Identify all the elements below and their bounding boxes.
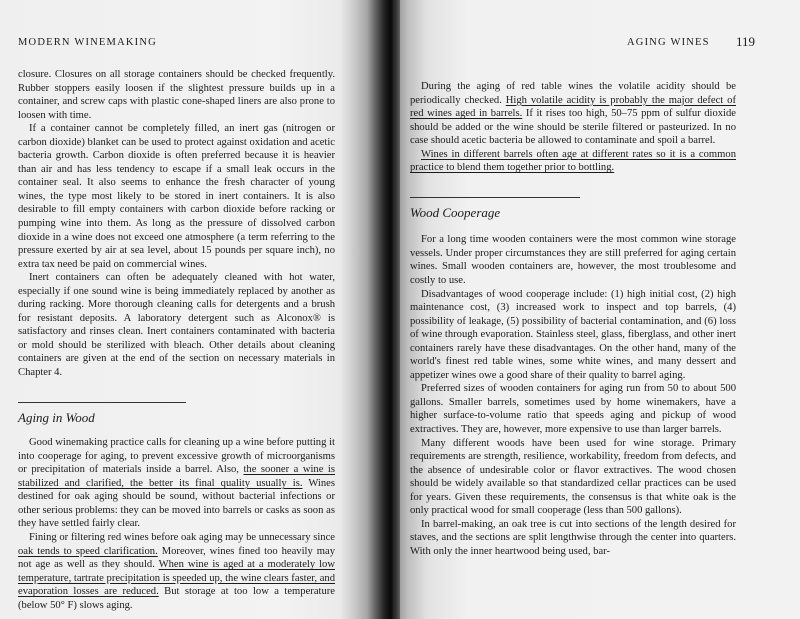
right-page <box>395 0 800 619</box>
text-run: Fining or filtering red wines before oak aging may be unnecessary since <box>29 531 335 543</box>
paragraph <box>18 436 335 531</box>
paragraph: Disadvantages of wood cooperage include: (1) high initial cost, (2) high maintenance cost, (3) increased work to inspect and top barrels, (4) possibility of leakage, (5) possibility of bacterial contamination, and (6) loss of wine through evaporation. Stainless steel, glass, fiberglass, and other inert containers rarely have these disadvantages. On the other hand, many of the world's finest red table wines, some white wines, and many dessert and appetizer wines owe a good share of their quality to barrel aging. <box>410 288 736 381</box>
paragraph: closure. Closures on all storage containers should be checked frequently. Rubber stoppers easily loosen if the slightest pressure builds up in a container, and screw caps with plastic cone-shaped liners are also prone to loosen with time. <box>18 69 335 121</box>
underlined-text: Wines in different barrels often age at different rates so it is a common practice to blend them together prior to bottling. <box>410 148 736 174</box>
paragraph <box>410 148 736 175</box>
section-title-wood-cooperage: Wood Cooperage <box>410 204 501 220</box>
text-run: But storage at too low a temperature (below 50° F) slows aging. <box>18 586 335 611</box>
underlined-text: oak tends to speed clarification. <box>18 545 158 557</box>
paragraph: For a long time wooden containers were the most common wine storage vessels. Under proper circumstances they are still preferred for aging certain wines. Small wooden containers are, however, the most troublesome and costly to use. <box>410 234 736 287</box>
running-head-left: MODERN WINEMAKING <box>18 37 157 48</box>
paragraph: Preferred sizes of wooden containers for aging run from 50 to about 500 gallons. Smaller barrels, sometimes used by home winemakers, have a higher surface-to-volume ratio that speeds aging and pickup of wood extractives. They are, however, more expensive to use than larger barrels. <box>410 383 736 436</box>
underlined-text: the sooner a wine is stabilized and clarified, the better its final quality usually is. <box>18 464 335 489</box>
paragraph: In barrel-making, an oak tree is cut into sections of the length desired for staves, and the sections are split lengthwise through the center into quarters. With only the inner heartwood being used, bar- <box>410 518 736 557</box>
text-run: If it rises too high, 50–75 ppm of sulfur dioxide should be added or the wine should be sterile filtered or pasteurized. In no case should acetic bacteria be allowed to contaminate and spoil a barrel. <box>410 108 737 147</box>
text-run: Good winemaking practice calls for cleaning up a wine before putting it into cooperage for aging, to prevent excessive growth of microorganisms or precipitation of materials inside a barrel. Also, <box>18 437 335 476</box>
paragraph: Inert containers can often be adequately cleaned with hot water, especially if one sound wine is being immediately replaced by another as during racking. More thorough cleaning calls for detergents and a brush for resistant deposits. A laboratory detergent such as Alconox® is satisfactory and rinses clean. Inert containers contaminated with bacteria or mold should be sterilized with bleach. Other details about cleaning containers are given at the end of the section on necessary materials in Chapter 4. <box>18 272 335 379</box>
book-gutter-shadow <box>340 0 400 619</box>
text-run: During the aging of red table wines the volatile acidity should be periodically checked. <box>410 81 736 106</box>
right-text-column <box>410 80 736 559</box>
paragraph: Many different woods have been used for wine storage. Primary requirements are strength, resilience, workability, freedom from defects, and the absence of undesirable color or flavor extractives. The wood chosen should be widely available so that standardized cellar practices can be used for years. Given these requirements, the consensus is that white oak is the only practical wood for small cooperage (less than 500 gallons). <box>410 437 736 517</box>
section-title-aging-in-wood: Aging in Wood <box>18 409 95 425</box>
underlined-text: High volatile acidity is probably the major defect of red wines aged in barrels. <box>410 94 736 120</box>
page-number: 119 <box>736 34 756 49</box>
left-text-column <box>18 68 335 612</box>
underlined-text: When wine is aged at a moderately low temperature, tartrate precipitation is speeded up, the wine clears faster, and evaporation losses are reduced. <box>18 559 335 598</box>
text-run: Wines destined for oak aging should be sound, without bacterial infections or other serious problems: they can be moved into barrels or casks as soon as they have settled fairly clear. <box>18 477 335 530</box>
paragraph <box>410 80 736 148</box>
running-head-right: AGING WINES <box>627 37 710 48</box>
left-page <box>0 0 397 619</box>
paragraph: If a container cannot be completely filled, an inert gas (nitrogen or carbon dioxide) blanket can be used to protect against oxidation and acetic bacteria growth. Carbon dioxide is often preferred because it is heavier than air and has less tendency to escape if a small leak occurs in the container seal. It also seems to enhance the fresh character of young wines, the type most likely to be stored in inert containers. It is also desirable to fill empty containers with carbon dioxide before racking or pumping wine into them. As long as the pressure of dissolved carbon dioxide in a wine does not exceed one atmosphere (a term referring to the pressure exerted by air at sea level, about 15 pounds per square inch), no extra tax need be paid on commercial wines. <box>18 123 335 270</box>
paragraph <box>18 531 335 612</box>
text-run: Moreover, wines fined too heavily may not age as well as they should. <box>18 545 335 571</box>
